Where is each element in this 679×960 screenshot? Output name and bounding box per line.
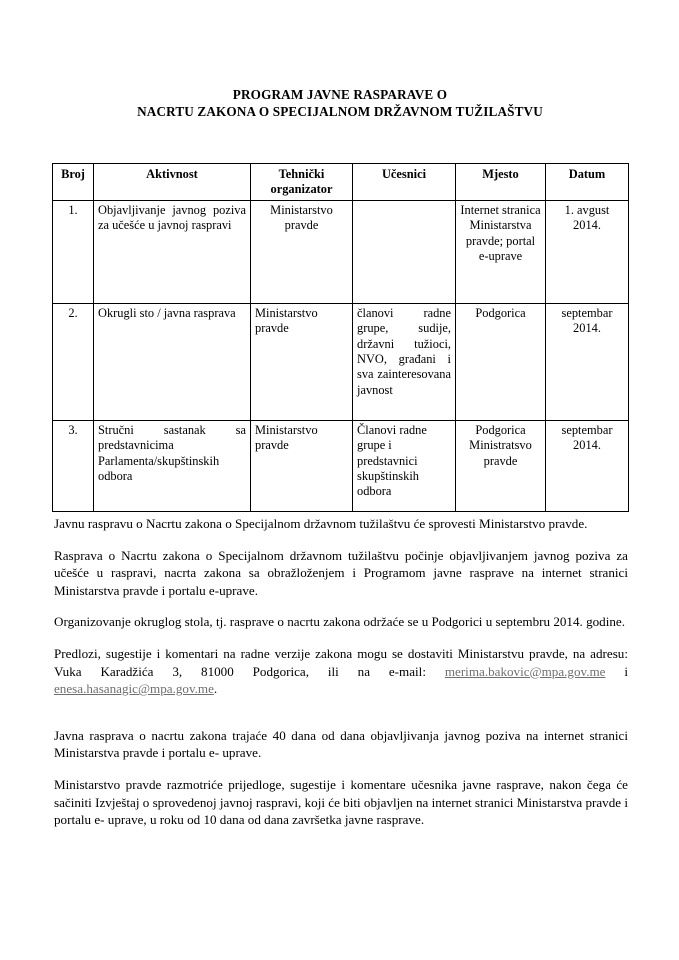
submissions-text-middle: i: [605, 663, 628, 679]
paragraph-submissions-address: [54, 645, 628, 698]
table-row: [53, 200, 629, 303]
email-link-merima-bakovic[interactable]: merima.bakovic@mpa.gov.me: [444, 663, 606, 679]
column-header-aktivnost: Aktivnost: [94, 164, 251, 201]
paragraph-debate-start: Rasprava o Nacrtu zakona o Specijalnom državnom tužilaštvu počinje objavljivanjem javnog poziva za učešće u raspravi, nacrta zakona sa obražloženjem i Programom javne rasprave na internet stranici Ministarstva pravde i portalu e-uprave.: [54, 547, 628, 598]
cell-broj: 2.: [53, 303, 94, 420]
column-header-datum: Datum: [546, 164, 629, 201]
paragraph-debate-duration: Javna rasprava o nacrtu zakona trajaće 40 dana od dana objavljivanja javnog poziva na internet stranici Ministarstva pravde i portalu e- uprave.: [54, 727, 628, 761]
cell-aktivnost: Objavljivanje javnog poziva za učešće u javnoj raspravi: [94, 200, 251, 303]
cell-aktivnost: Okrugli sto / javna rasprava: [94, 303, 251, 420]
cell-mjesto: Internet stranica Ministarstva pravde; portal e-uprave: [456, 200, 546, 303]
cell-tehnicki-organizator: Ministarstvo pravde: [251, 200, 353, 303]
title-line-1: PROGRAM JAVNE RASPARAVE O: [232, 87, 448, 102]
document-body: [54, 515, 628, 829]
program-table: [52, 163, 629, 512]
cell-tehnicki-organizator: Ministarstvo pravde: [251, 303, 353, 420]
column-header-mjesto: Mjesto: [456, 164, 546, 201]
cell-ucesnici: članovi radne grupe, sudije, državni tužioci, NVO, građani i sva zainteresovana javnost: [353, 303, 456, 420]
table-row: [53, 420, 629, 511]
table-header-row: [53, 164, 629, 201]
cell-ucesnici: Članovi radne grupe i predstavnici skupštinskih odbora: [353, 420, 456, 511]
cell-datum: septembar 2014.: [546, 420, 629, 511]
column-header-broj: Broj: [53, 164, 94, 201]
column-header-tehnicki-organizator: Tehnički organizator: [251, 164, 353, 201]
cell-mjesto: Podgorica: [456, 303, 546, 420]
cell-ucesnici: [353, 200, 456, 303]
cell-tehnicki-organizator: Ministarstvo pravde: [251, 420, 353, 511]
email-link-enesa-hasanagic[interactable]: enesa.hasanagic@mpa.gov.me: [54, 681, 214, 697]
cell-broj: 3.: [53, 420, 94, 511]
paragraph-roundtable-location: Organizovanje okruglog stola, tj. rasprave o nacrtu zakona održaće se u Podgorici u septembru 2014. godine.: [54, 614, 625, 630]
table-row: [53, 303, 629, 420]
title-line-2: NACRTU ZAKONA O SPECIJALNOM DRŽAVNOM TUŽILAŠTVU: [137, 104, 543, 119]
cell-mjesto: Podgorica Ministratsvo pravde: [456, 420, 546, 511]
column-header-ucesnici: Učesnici: [353, 164, 456, 201]
paragraph-report-publication: Ministarstvo pravde razmotriće prijedloge, sugestije i komentare učesnika javne rasprave, nakon čega će sačiniti Izvještaj o sprovedenoj javnoj raspravi, koji će biti objavljen na internet stranici Ministarstva pravde i portalu e- uprave, u roku od 10 dana od dana završetka javne rasprave.: [54, 776, 628, 828]
submissions-text-before: Predlozi, sugestije i komentari na radne verzije zakona mogu se dostaviti Ministarstvu pravde, na adresu: Vuka Karadžića 3, 81000 Podgorica, ili na e-mail:: [54, 645, 628, 679]
cell-aktivnost: Stručni sastanak sa predstavnicima Parlamenta/skupštinskih odbora: [94, 420, 251, 511]
document-title: [52, 86, 628, 120]
cell-datum: 1. avgust 2014.: [546, 200, 629, 303]
paragraph-public-debate-authority: Javnu raspravu o Nacrtu zakona o Specijalnom državnom tužilaštvu će sprovesti Ministarstvo pravde.: [54, 516, 588, 531]
cell-broj: 1.: [53, 200, 94, 303]
submissions-text-after: .: [213, 681, 218, 697]
cell-datum: septembar 2014.: [546, 303, 629, 420]
